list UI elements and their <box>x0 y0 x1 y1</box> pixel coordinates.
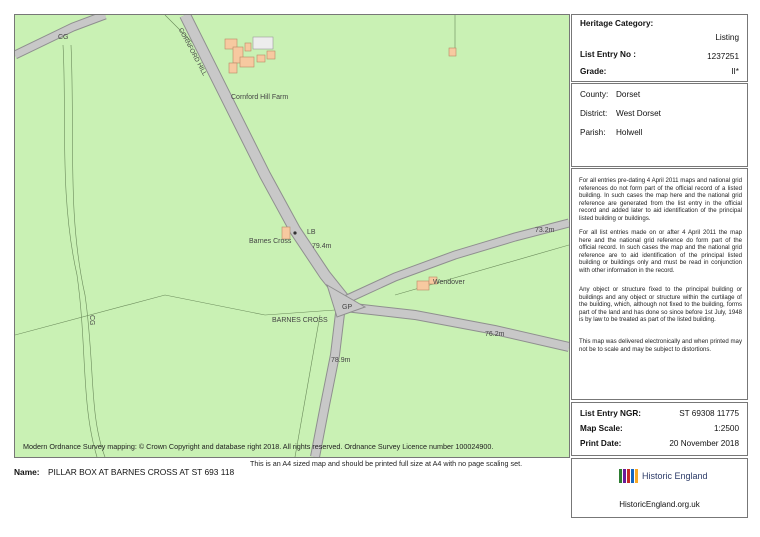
farm-sheds <box>253 37 273 49</box>
notes-panel <box>571 168 748 400</box>
map-label-spot-794: 79.4m <box>312 243 332 250</box>
scale-value: 1:2500 <box>713 424 739 433</box>
list-entry-label: List Entry No : <box>580 50 636 59</box>
parish-value: Holwell <box>616 128 643 137</box>
logo-bar <box>635 469 638 483</box>
grade-label: Grade: <box>580 67 607 76</box>
print-date-value: 20 November 2018 <box>669 439 739 448</box>
county-label: County: <box>580 90 609 99</box>
map-label-barnes-cross-caps: BARNES CROSS <box>272 317 328 324</box>
scale-label: Map Scale: <box>580 424 623 433</box>
meta-panel <box>571 402 748 456</box>
heritage-category-value: Listing <box>715 33 739 42</box>
entry-name <box>14 467 234 477</box>
map-label-gp: GP <box>342 304 353 311</box>
pillar-box-marker <box>293 231 296 234</box>
logo-bar <box>619 469 622 483</box>
print-date-label: Print Date: <box>580 439 622 448</box>
logo-bars-icon <box>619 469 638 483</box>
location-panel <box>571 83 748 167</box>
note-scale: This map was delivered electronically and when printed may not be to scale and may be subject to distortions. <box>579 338 742 353</box>
brand-panel <box>571 458 748 518</box>
district-label: District: <box>580 109 608 118</box>
note-post-2011: For all list entries made on or after 4 April 2011 the map here and the national grid reference do form part of the official record. In such cases the map and the national grid reference are to aid identification of the principal listed building or buildings only and must be read in conjunction with other information in the record. <box>579 229 742 274</box>
map-label-barnes-cross-place: Barnes Cross <box>249 238 292 245</box>
ngr-value: ST 69308 11775 <box>679 409 739 418</box>
map-copyright: Modern Ordnance Survey mapping: © Crown Copyright and database right 2018. All rights reserved. Ordnance Survey Licence number 100024900. <box>23 442 494 451</box>
parish-label: Parish: <box>580 128 606 137</box>
county-value: Dorset <box>616 90 641 99</box>
roads <box>15 15 569 457</box>
list-entry-value: 1237251 <box>707 52 739 61</box>
entry-name-label: Name: <box>14 467 40 477</box>
map-label-spot-732: 73.2m <box>535 227 555 234</box>
brand-name: Historic England <box>642 471 708 481</box>
heritage-panel <box>571 14 748 82</box>
note-curtilage: Any object or structure fixed to the principal building or buildings and any object or structure within the curtilage of the building, which, although not fixed to the building, forms part of the land and has done so since before 1st July, 1948 is by law to be treated as part of the listed building. <box>579 286 742 323</box>
map-label-cg: CG <box>58 34 69 41</box>
logo-bar <box>631 469 634 483</box>
map-label-cg-vertical: CG <box>88 315 95 326</box>
ngr-label: List Entry NGR: <box>580 409 641 418</box>
brand-url[interactable]: HistoricEngland.org.uk <box>619 500 700 509</box>
map-label-lb: LB <box>307 229 316 236</box>
district-value: West Dorset <box>616 109 661 118</box>
note-pre-2011: For all entries pre-dating 4 April 2011 maps and national grid references do not form part of the official record of a listed building. In such cases the map here and the national grid reference are generated from the list entry in the official record and added later to aid identification of the principal listed building or buildings. <box>579 177 742 222</box>
map-label-wendover: Wendover <box>433 279 465 286</box>
map-label-spot-789: 78.9m <box>331 357 351 364</box>
map-canvas[interactable] <box>14 14 570 458</box>
grade-value: II* <box>731 67 739 76</box>
entry-name-value: PILLAR BOX AT BARNES CROSS AT ST 693 118 <box>47 467 235 477</box>
logo-bar <box>623 469 626 483</box>
map-label-spot-762: 76.2m <box>485 331 505 338</box>
map-label-farm: Cornford Hill Farm <box>231 94 289 101</box>
historic-england-logo[interactable] <box>619 469 708 483</box>
heritage-category-label: Heritage Category: <box>580 19 654 28</box>
map-drawing <box>15 15 569 457</box>
map-label-road-name: CORNFORD HILL <box>176 27 208 78</box>
logo-bar <box>627 469 630 483</box>
a4-print-note: This is an A4 sized map and should be printed full size at A4 with no page scaling set. <box>250 459 523 468</box>
